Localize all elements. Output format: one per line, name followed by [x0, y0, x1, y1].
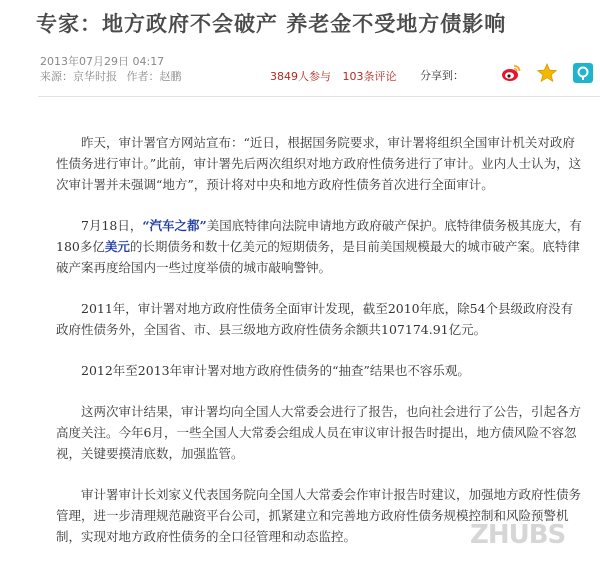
participants-link[interactable]: 3849人参与 [270, 70, 331, 83]
paragraph-text: 7月18日， [81, 218, 143, 233]
qzone-icon[interactable] [572, 62, 594, 84]
article-paragraph: 2012年至2013年审计署对地方政府性债务的“抽查”结果也不容乐观。 [81, 363, 470, 378]
usd-link[interactable]: 美元 [104, 239, 130, 254]
paragraph-text: 美国底特律向法院申请地方政府破产保护。底特律债务极其庞大，有180多亿 [56, 218, 582, 254]
share-label: 分享到： [420, 69, 464, 82]
article-body [56, 132, 584, 567]
star-icon[interactable] [536, 62, 558, 84]
engagement-stats [270, 68, 405, 84]
watermark: ZHUBS [470, 520, 566, 550]
article-paragraph: 审计署审计长刘家义代表国务院向全国人大常委会作审计报告时建议，加强地方政府性债务管理，进一步清理规范融资平台公司，抓紧建立和完善地方政府性债务规模控制和风险预警机制，实现对地方政府性债务的全口径管理和动态监控。 [56, 487, 582, 544]
article-title: 专家：地方政府不会破产 养老金不受地方债影响 [36, 11, 507, 36]
article-paragraph: 昨天，审计署官方网站宣布：“近日，根据国务院要求，审计署将组织全国审计机关对政府性债务进行审计。”此前，审计署先后两次组织对地方政府性债务进行了审计。业内人士认为，这次审计署并未强调“地方”，预计将对中央和地方政府性债务首次进行全面审计。 [56, 135, 582, 192]
publish-date: 2013年07月29日 04:17 [40, 55, 165, 68]
source-label: 来源：京华时报 [40, 70, 117, 83]
auto-city-link[interactable]: “汽车之都” [142, 218, 207, 233]
bottom-fade [0, 550, 600, 568]
paragraph-text: 的长期债务和数十亿美元的短期债务，是目前美国规模最大的城市破产案。底特律破产案再度给国内一些过度举债的城市敲响警钟。 [56, 239, 580, 275]
header-divider [38, 96, 600, 97]
article-paragraph: 2011年，审计署对地方政府性债务全面审计发现，截至2010年底，除54个县级政府没有政府性债务外，全国省、市、县三级地方政府性债务余额共107174.91亿元。 [56, 301, 574, 337]
weibo-icon[interactable] [500, 62, 522, 84]
author-label: 作者：赵鹏 [126, 70, 182, 83]
article-paragraph: 这两次审计结果，审计署均向全国人大常委会进行了报告，也向社会进行了公告，引起各方高度关注。今年6月，一些全国人大常委会组成人员在审议审计报告时提出，地方债风险不容忽视，关键要摸清底数，加强监管。 [56, 404, 582, 461]
source-info [40, 68, 188, 84]
comments-link[interactable]: 103条评论 [342, 70, 397, 83]
article-paragraph [56, 215, 584, 278]
